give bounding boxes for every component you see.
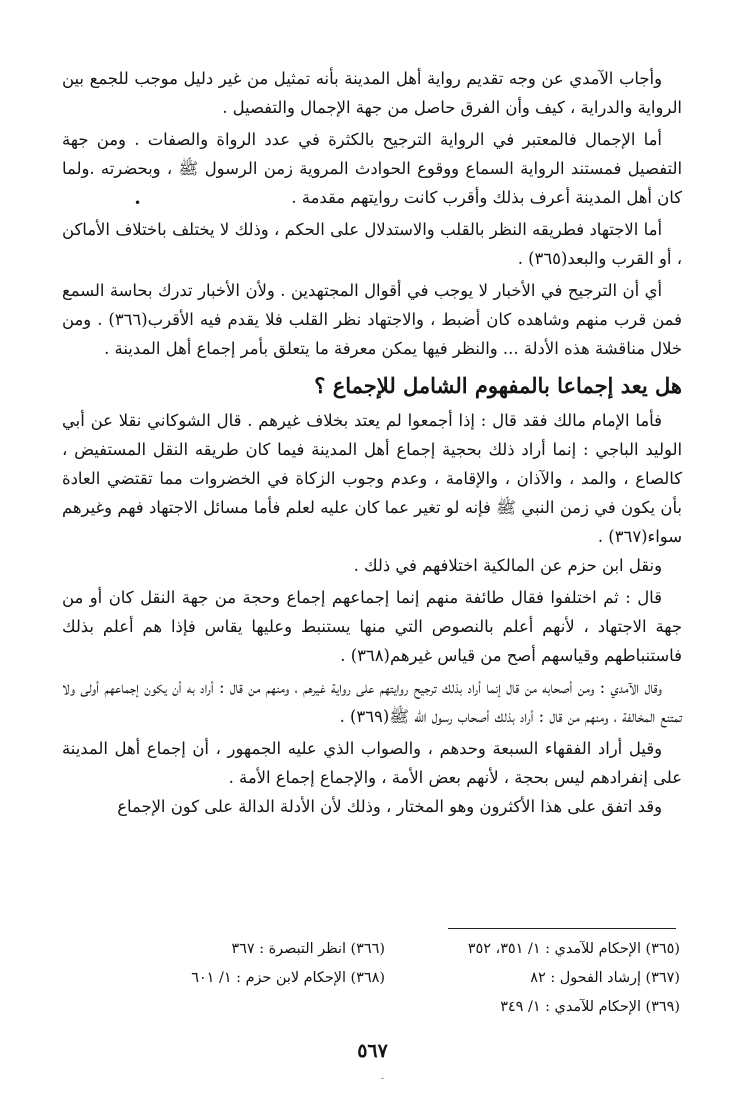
paragraph-tarjih: أي أن الترجيح في الأخبار لا يوجب في أقوال المجتهدين . ولأن الأخبار تدرك بحاسة السمع فمن قرب منهم وشاهده كان أضبط ، والاجتهاد نظر القلب فلا يقدم فيه الأقرب(٣٦٦) . ومن خلال مناقشة هذه الأدلة ... والنظر فيها يمكن معرفة ما يتعلق بأمر إجماع أهل المدينة . [62,281,682,358]
footnote-367: (٣٦٧) إرشاد الفحول : ٨٢ [530,970,680,986]
paragraph-ijtihad: أما الاجتهاد فطريقه النظر بالقلب والاستدلال على الحكم ، وذلك لا يختلف باختلاف الأماكن ، أو القرب والبعد(٣٦٥) . [62,220,682,268]
paragraph-amidi-reply: وأجاب الآمدي عن وجه تقديم رواية أهل المدينة بأنه تمثيل من غير دليل موجب للجمع بين الرواية والدراية ، كيف وأن الفرق حاصل من جهة الإجمال والتفصيل . [62,69,682,117]
footnote-368: (٣٦٨) الإحكام لابن حزم : ١/ ٦٠١ [191,970,385,986]
footnote-row [90,964,680,993]
paragraph-ijmal: أما الإجمال فالمعتبر في الرواية الترجيح بالكثرة في عدد الرواة والصفات . ومن جهة التفصيل فمستند الرواية السماع ووقوع الحوادث المروية زمن الرسول ﷺ ، وبحضرته .ولما كان أهل المدينة أعرف بذلك وأقرب كانت روايتهم مقدمة . [62,130,682,207]
footnote-366: (٣٦٦) انظر التبصرة : ٣٦٧ [231,941,385,957]
footnote-369: (٣٦٩) الإحكام للآمدي : ١/ ٣٤٩ [500,999,680,1015]
footnotes [90,935,680,1022]
print-mark: - [381,1074,385,1084]
paragraph-fuqaha-sabaa: وقيل أراد الفقهاء السبعة وحدهم ، والصواب الذي عليه الجمهور ، أن إجماع أهل المدينة على إنفرادهم ليس بحجة ، لأنهم بعض الأمة ، والإجماع إجماع الأمة . [62,739,682,787]
footnote-365: (٣٦٥) الإحكام للآمدي : ١/ ٣٥١، ٣٥٢ [467,941,680,957]
footnote-divider [448,928,676,929]
paragraph-malik: فأما الإمام مالك فقد قال : إذا أجمعوا لم يعتد بخلاف غيرهم . قال الشوكاني نقلا عن أبي الوليد الباجي : إنما أراد ذلك بحجية إجماع أهل المدينة فيما كان طريقه النقل المستفيض ، كالصاع ، والمد ، والآذان ، والإقامة ، وعدم وجوب الزكاة في الخضروات مما تقتضي العادة بأن يكون في زمن النبي ﷺ فإنه لو تغير عما كان عليه لعلم فأما مسائل الاجتهاد فهم وغيرهم سواء(٣٦٧) . [62,411,682,546]
paragraph-ikhtilaf: قال : ثم اختلفوا فقال طائفة منهم إنما إجماعهم إجماع وحجة من جهة النقل كان أو من جهة الاجتهاد ، لأنهم أعلم بالنصوص التي منها يستنبط وعليها يقاس فإذا هم أعلم بذلك فاستنباطهم وقياسهم أصح من قياس غيرهم(٣٦٨) . [62,588,682,665]
main-text [62,64,682,821]
page-number: ٥٦٧ [357,1040,388,1062]
footnote-row [90,993,680,1022]
paragraph-ibn-hazm: ونقل ابن حزم عن المالكية اختلافهم في ذلك . [353,556,662,575]
section-heading: هل يعد إجماعا بالمفهوم الشامل للإجماع ؟ [314,373,682,398]
footnote-row [90,935,680,964]
margin-dot: • [134,196,142,210]
paragraph-amidi-ashab: وقال الآمدي : ومن أصحابه من قال إنما أراد بذلك ترجيح روايتهم على رواية غيرهم ، ومنهم من قال : أراد به أن يكون إجماعهم أولى ولا تمتنع المخالفة ، ومنهم من قال : أراد بذلك أصحاب رسول الله ﷺ(٣٦٩) . [62,678,682,726]
paragraph-ittafaqa: وقد اتفق على هذا الأكثرون وهو المختار ، وذلك لأن الأدلة الدالة على كون الإجماع [117,797,662,816]
